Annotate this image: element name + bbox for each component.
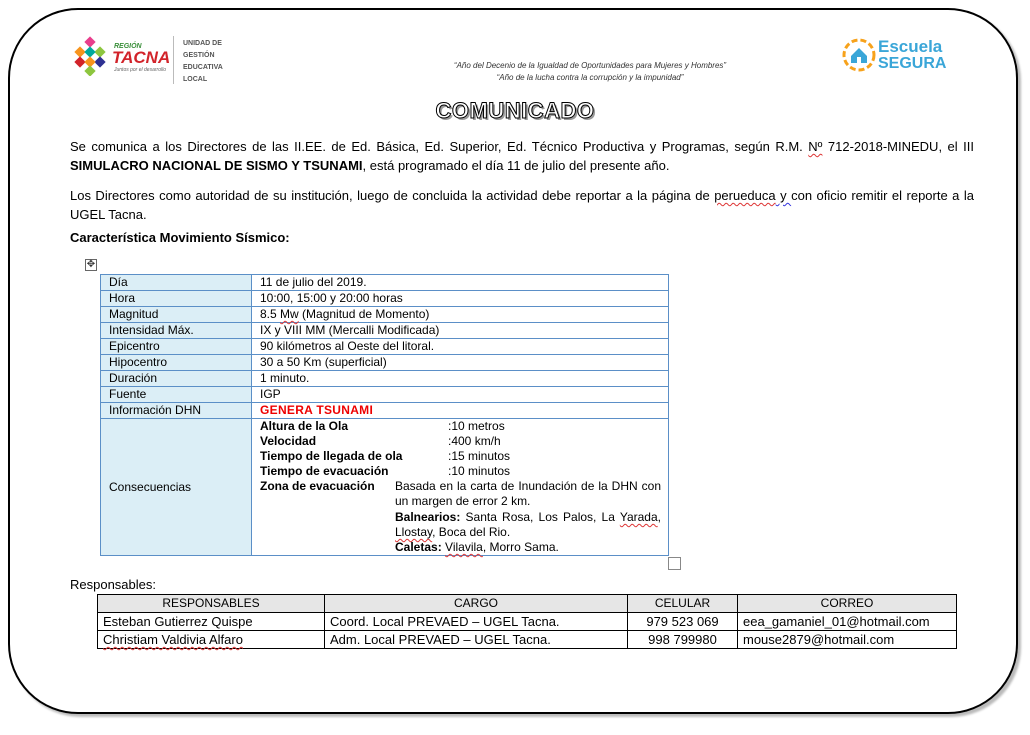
row-key: Epicentro	[101, 339, 252, 355]
p1-text-a: Se comunica a los Directores de las II.EE. de Ed. Básica, Ed. Superior, Ed. Técnico Productiva y Programas, según R.M.	[70, 139, 809, 154]
resp-phone: 998 799980	[628, 631, 738, 649]
col-header: CORREO	[738, 595, 957, 613]
cons-value: :10 metros	[448, 419, 505, 433]
cons-value: :15 minutos	[448, 449, 511, 463]
school-shield-icon	[842, 38, 876, 72]
responsables-label: Responsables:	[70, 577, 156, 592]
tsunami-alert: GENERA TSUNAMI	[252, 403, 669, 419]
table-header-row	[98, 595, 957, 613]
beaches-label: Balnearios:	[395, 510, 461, 524]
row-key: Hipocentro	[101, 355, 252, 371]
row-key: Intensidad Máx.	[101, 323, 252, 339]
row-value: 10:00, 15:00 y 20:00 horas	[252, 291, 669, 307]
ugel-line: EDUCATIVA	[183, 64, 223, 71]
evac-zone-label: Zona de evacuación	[260, 479, 375, 493]
coves-text	[395, 540, 661, 555]
table-row	[101, 339, 669, 355]
cons-value: :10 minutos	[448, 464, 511, 478]
beach-llostay: Llostay	[395, 525, 433, 539]
beach-yarada: Yarada	[619, 510, 658, 524]
evac-zone-text: Basada en la carta de Inundación de la DHN con un margen de error 2 km.	[395, 479, 661, 508]
col-header: CELULAR	[628, 595, 738, 613]
p2-text-b: y	[775, 188, 792, 203]
col-header: CARGO	[325, 595, 628, 613]
magnitude-unit: Mw	[280, 307, 299, 321]
resp-email: eea_gamaniel_01@hotmail.com	[738, 613, 957, 631]
resp-email: mouse2879@hotmail.com	[738, 631, 957, 649]
col-header: RESPONSABLES	[98, 595, 325, 613]
row-value	[252, 307, 669, 323]
table-resize-handle[interactable]	[668, 557, 681, 570]
page-title: COMUNICADO	[435, 98, 595, 123]
section-title: Característica Movimiento Sísmico:	[70, 230, 290, 245]
table-row	[101, 275, 669, 291]
table-row	[101, 371, 669, 387]
magnitude-value: 8.5	[260, 307, 281, 321]
p1-bold-text: SIMULACRO NACIONAL DE SISMO Y TSUNAMI	[70, 158, 363, 173]
p1-text-b: 712-2018-MINEDU, el III	[822, 139, 974, 154]
row-key: Duración	[101, 371, 252, 387]
ugel-line: GESTIÓN	[183, 52, 215, 59]
resp-name: Esteban Gutierrez Quispe	[98, 613, 325, 631]
row-value: IX y VIII MM (Mercalli Modificada)	[252, 323, 669, 339]
table-row	[101, 307, 669, 323]
table-row	[101, 355, 669, 371]
beaches-a: Santa Rosa, Los Palos, La	[460, 510, 620, 524]
cons-key: Velocidad	[260, 434, 317, 448]
cons-key: Tiempo de llegada de ola	[260, 449, 403, 463]
consequences-cell	[252, 419, 669, 556]
p2-text-c: con oficio remitir el reporte a la UGEL Tacna.	[70, 188, 974, 222]
resp-name: Christiam Valdivia Alfaro	[98, 631, 325, 649]
beaches-sep: ,	[657, 510, 661, 524]
year-motto	[400, 60, 780, 84]
logo-tagline: Juntos por el desarrollo	[114, 67, 166, 73]
cons-key: Altura de la Ola	[260, 419, 349, 433]
segura-text: SEGURA	[878, 55, 947, 72]
row-value: 1 minuto.	[252, 371, 669, 387]
coves-label: Caletas:	[395, 540, 442, 554]
table-row	[101, 419, 669, 556]
cons-key: Tiempo de evacuación	[260, 464, 389, 478]
table-move-handle-icon[interactable]: ✥	[86, 259, 96, 270]
paragraph-1	[70, 137, 974, 175]
row-key: Hora	[101, 291, 252, 307]
cons-value: :400 km/h	[448, 434, 501, 448]
row-value: 11 de julio del 2019.	[252, 275, 669, 291]
motto-line-2: “Año de la lucha contra la corrupción y la impunidad”	[496, 73, 684, 82]
magnitude-desc: (Magnitud de Momento)	[298, 307, 430, 321]
escuela-text: Escuela	[878, 37, 943, 56]
row-key: Fuente	[101, 387, 252, 403]
p2-perueduca: perueduca	[714, 188, 776, 203]
table-row	[101, 323, 669, 339]
consequences-list	[260, 419, 660, 555]
ugel-label	[183, 38, 253, 86]
paragraph-2	[70, 186, 974, 224]
table-row	[101, 291, 669, 307]
row-key: Día	[101, 275, 252, 291]
cove-vilavila: Vilavila	[445, 540, 483, 554]
tacna-logo-icon	[72, 36, 110, 76]
resp-phone: 979 523 069	[628, 613, 738, 631]
p2-text-a: Los Directores como autoridad de su institución, luego de concluida la actividad debe reportar a la página de	[70, 188, 715, 203]
resp-role: Adm. Local PREVAED – UGEL Tacna.	[325, 631, 628, 649]
seismic-table	[100, 274, 669, 556]
table-row	[98, 613, 957, 631]
row-value: 90 kilómetros al Oeste del litoral.	[252, 339, 669, 355]
table-row	[101, 403, 669, 419]
logo-region-text: REGIÓN	[114, 43, 142, 50]
row-value: 30 a 50 Km (superficial)	[252, 355, 669, 371]
row-value: IGP	[252, 387, 669, 403]
logo-tacna-text: TACNA	[112, 48, 171, 67]
logo-divider	[173, 36, 174, 84]
row-key: Información DHN	[101, 403, 252, 419]
p1-number-sign: Nº	[808, 139, 823, 154]
ugel-line: UNIDAD DE	[183, 40, 222, 47]
coves-rest: , Morro Sama.	[482, 540, 559, 554]
p1-text-c: , está programado el día 11 de julio del presente año.	[362, 158, 670, 173]
beaches-b: , Boca del Rio.	[432, 525, 511, 539]
table-row	[98, 631, 957, 649]
row-key: Magnitud	[101, 307, 252, 323]
beaches-text	[395, 510, 661, 540]
motto-line-1: “Año del Decenio de la Igualdad de Oportunidades para Mujeres y Hombres”	[453, 61, 727, 70]
ugel-line: LOCAL	[183, 76, 208, 83]
table-row	[101, 387, 669, 403]
consequences-label: Consecuencias	[101, 419, 252, 556]
resp-role: Coord. Local PREVAED – UGEL Tacna.	[325, 613, 628, 631]
responsables-table	[97, 594, 957, 649]
